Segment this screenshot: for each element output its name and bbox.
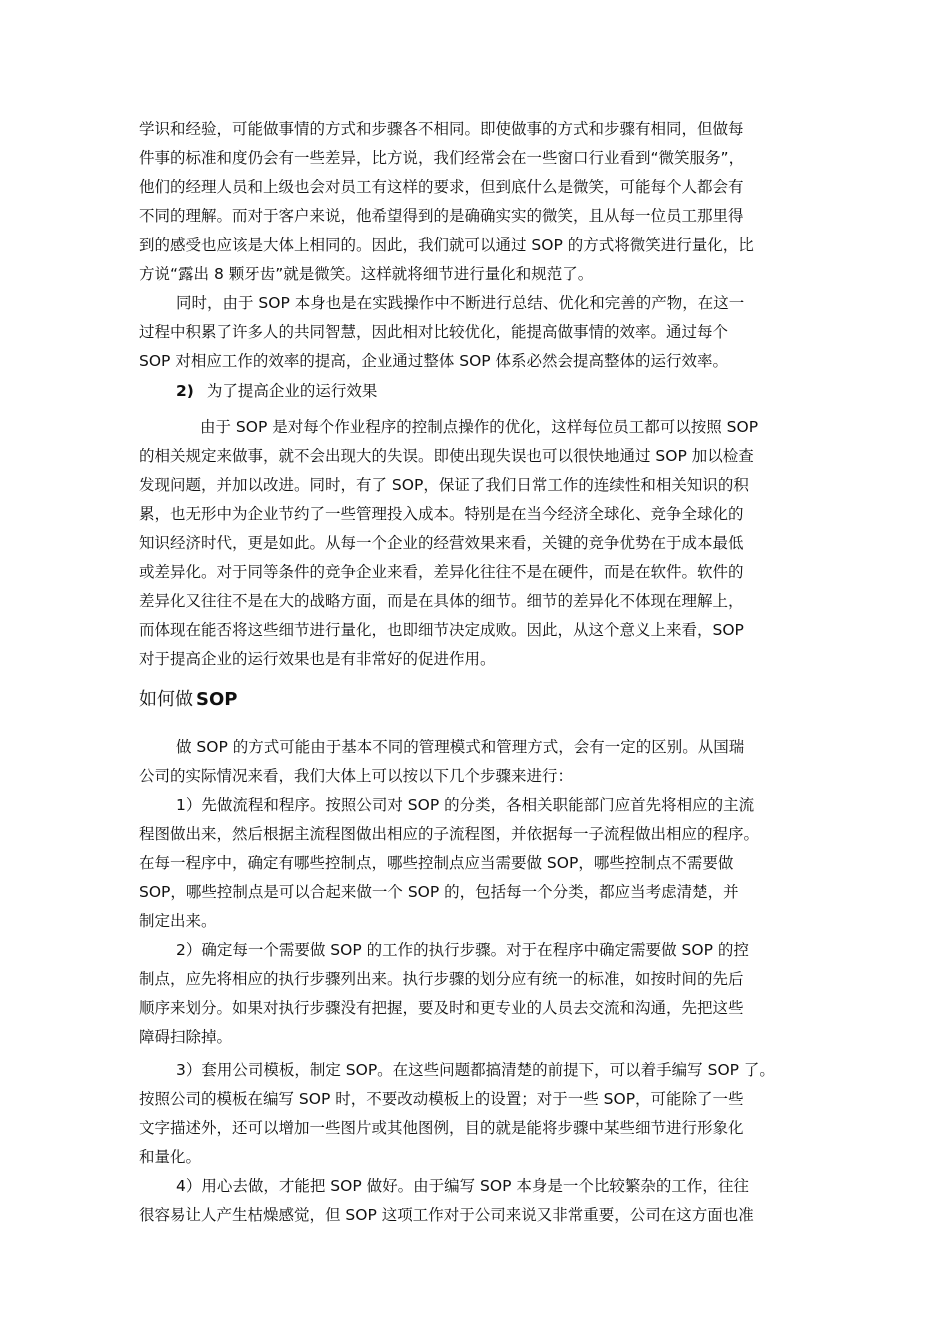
paragraph-line: 公司的实际情况来看，我们大体上可以按以下几个步骤来进行： [139,767,574,785]
paragraph-line: 的相关规定来做事，就不会出现大的失误。即使出现失误也可以很快地通过 SOP 加以检查 [139,447,754,465]
section-heading-prefix: 如何做 [139,689,193,710]
paragraph-line: 对于提高企业的运行效果也是有非常好的促进作用。 [139,650,496,668]
section-heading-sop: SOP [196,689,238,710]
paragraph-line: 方说“露出 8 颗牙齿”就是微笑。这样就将细节进行量化和规范了。 [139,265,594,283]
paragraph-line: 1）先做流程和程序。按照公司对 SOP 的分类，各相关职能部门应首先将相应的主流 [176,796,755,814]
paragraph-line: 或差异化。对于同等条件的竞争企业来看，差异化往往不是在硬件，而是在软件。软件的 [139,563,744,581]
paragraph-line: 知识经济时代，更是如此。从每一个企业的经营效果来看，关键的竞争优势在于成本最低 [139,534,744,552]
paragraph-line: SOP 对相应工作的效率的提高，企业通过整体 SOP 体系必然会提高整体的运行效率。 [139,352,729,370]
paragraph-line: 他们的经理人员和上级也会对员工有这样的要求，但到底什么是微笑，可能每个人都会有 [139,178,744,196]
paragraph-line: 由于 SOP 是对每个作业程序的控制点操作的优化，这样每位员工都可以按照 SOP [200,418,759,436]
paragraph-line: 到的感受也应该是大体上相同的。因此，我们就可以通过 SOP 的方式将微笑进行量化，比 [139,236,754,254]
paragraph-line: 按照公司的模板在编写 SOP 时，不要改动模板上的设置；对于一些 SOP，可能除了一些 [139,1090,744,1108]
paragraph-line: 在每一程序中，确定有哪些控制点，哪些控制点应当需要做 SOP，哪些控制点不需要做 [139,854,734,872]
paragraph-line: 件事的标准和度仍会有一些差异，比方说，我们经常会在一些窗口行业看到“微笑服务”， [139,149,745,167]
paragraph-line: 2）确定每一个需要做 SOP 的工作的执行步骤。对于在程序中确定需要做 SOP 的控 [176,941,749,959]
paragraph-line: 累，也无形中为企业节约了一些管理投入成本。特别是在当今经济全球化、竞争全球化的 [139,505,744,523]
paragraph-line: 很容易让人产生枯燥感觉，但 SOP 这项工作对于公司来说又非常重要，公司在这方面也准 [139,1206,754,1224]
paragraph-line: 发现问题，并加以改进。同时，有了 SOP，保证了我们日常工作的连续性和相关知识的积 [139,476,749,494]
paragraph-line: SOP，哪些控制点是可以合起来做一个 SOP 的，包括每一个分类，都应当考虑清楚，并 [139,883,739,901]
paragraph-line: 制定出来。 [139,912,217,930]
paragraph-line: 过程中积累了许多人的共同智慧，因此相对比较优化，能提高做事情的效率。通过每个 [139,323,729,341]
paragraph-line: 差异化又往往不是在大的战略方面，而是在具体的细节。细节的差异化不体现在理解上， [139,592,744,610]
paragraph-line: 而体现在能否将这些细节进行量化，也即细节决定成败。因此，从这个意义上来看，SOP [139,621,744,639]
paragraph-line: 障碍扫除掉。 [139,1028,233,1046]
paragraph-line: 和量化。 [139,1148,202,1166]
subheading [176,381,377,401]
subheading-text: 为了提高企业的运行效果 [206,382,378,400]
paragraph-line: 文字描述外，还可以增加一些图片或其他图例，目的就是能将步骤中某些细节进行形象化 [139,1119,744,1137]
paragraph-line: 顺序来划分。如果对执行步骤没有把握，要及时和更专业的人员去交流和沟通，先把这些 [139,999,744,1017]
section-heading [139,688,237,712]
paragraph-line: 做 SOP 的方式可能由于基本不同的管理模式和管理方式，会有一定的区别。从国瑞 [176,738,745,756]
paragraph-line: 3）套用公司模板，制定 SOP。在这些问题都搞清楚的前提下，可以着手编写 SOP 了。 [176,1061,775,1079]
paragraph-line: 学识和经验，可能做事情的方式和步骤各不相同。即使做事的方式和步骤有相同，但做每 [139,120,744,138]
paragraph-line: 同时，由于 SOP 本身也是在实践操作中不断进行总结、优化和完善的产物，在这一 [176,294,745,312]
paragraph-line: 4）用心去做，才能把 SOP 做好。由于编写 SOP 本身是一个比较繁杂的工作，往往 [176,1177,749,1195]
paragraph-line: 不同的理解。而对于客户来说，他希望得到的是确确实实的微笑，且从每一位员工那里得 [139,207,744,225]
paragraph-line: 制点，应先将相应的执行步骤列出来。执行步骤的划分应有统一的标准，如按时间的先后 [139,970,744,988]
subheading-number: 2) [176,382,194,400]
paragraph-line: 程图做出来，然后根据主流程图做出相应的子流程图，并依据每一子流程做出相应的程序。 [139,825,760,843]
